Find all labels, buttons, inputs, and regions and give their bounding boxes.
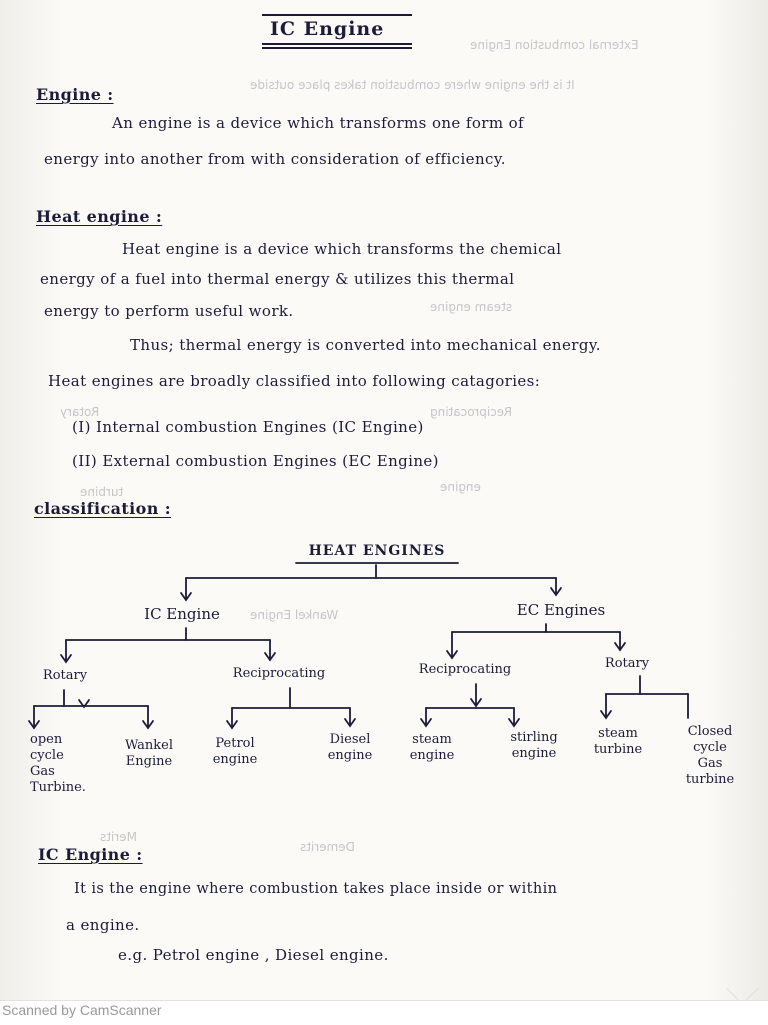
engine-definition-line-1: An engine is a device which transforms one form of — [112, 114, 525, 132]
heat-engine-line-2: energy of a fuel into thermal energy & utilizes this thermal — [40, 270, 515, 288]
tree-leaf-stirling-engine: stirling engine — [510, 730, 558, 761]
bleed-through-text: engine — [440, 480, 481, 494]
tree-leaf-wankel-engine: Wankel Engine — [124, 738, 174, 769]
heat-engine-category-2: (II) External combustion Engines (EC Engine) — [72, 452, 439, 470]
engine-heading: Engine : — [36, 85, 114, 104]
tree-node-ic-reciprocating: Reciprocating — [232, 666, 326, 681]
engine-definition-line-2: energy into another from with consideration of efficiency. — [44, 150, 506, 168]
bleed-through-text: Reciprocating — [430, 405, 512, 419]
tree-node-ec-engines: EC Engines — [516, 601, 606, 619]
heat-engine-line-1: Heat engine is a device which transforms the chemical — [122, 240, 562, 258]
bleed-through-text: Rotary — [60, 405, 100, 419]
tree-node-ec-reciprocating: Reciprocating — [418, 662, 512, 677]
tree-leaf-diesel-engine: Diesel engine — [327, 732, 373, 763]
bleed-through-text: steam engine — [430, 300, 513, 314]
heat-engine-line-4: Thus; thermal energy is converted into mechanical energy. — [130, 336, 601, 354]
scanner-footer — [0, 1000, 768, 1025]
tree-leaf-open-cycle-gas-turbine: open cycle Gas Turbine. — [30, 732, 86, 795]
ic-engine-line-1: It is the engine where combustion takes place inside or within — [74, 881, 558, 897]
tree-leaf-petrol-engine: Petrol engine — [212, 736, 258, 767]
bleed-through-text: turbine — [80, 485, 124, 499]
tree-root-heat-engines: HEAT ENGINES — [308, 543, 446, 559]
heat-engine-line-5: Heat engines are broadly classified into following catagories: — [48, 372, 541, 390]
heat-engine-category-1: (I) Internal combustion Engines (IC Engine) — [72, 418, 424, 436]
scanner-watermark: Scanned by CamScanner — [2, 1002, 162, 1018]
ic-engine-line-2: a engine. — [66, 916, 140, 934]
tree-leaf-steam-engine: steam engine — [409, 732, 455, 763]
ic-engine-example: e.g. Petrol engine , Diesel engine. — [118, 946, 389, 964]
classification-heading: classification : — [34, 499, 172, 518]
bleed-through-text: External combustion Engine — [470, 38, 639, 52]
bleed-through-text: Merits — [100, 830, 137, 844]
tree-leaf-steam-turbine: steam turbine — [593, 726, 643, 757]
page-title: IC Engine — [270, 18, 385, 40]
heat-engine-heading: Heat engine : — [36, 207, 163, 226]
ic-engine-heading: IC Engine : — [38, 845, 143, 864]
tree-node-ic-rotary: Rotary — [42, 668, 88, 683]
tree-node-ic-engine: IC Engine — [144, 605, 220, 623]
tree-leaf-closed-cycle-gas-turbine: Closed cycle Gas turbine — [685, 724, 735, 787]
bleed-through-text: It is the engine where combustion takes place outside — [250, 78, 575, 92]
tree-node-ec-rotary: Rotary — [604, 656, 650, 671]
bleed-through-text: Wankel Engine — [250, 608, 339, 622]
heat-engine-line-3: energy to perform useful work. — [44, 302, 294, 320]
bleed-through-text: Demerits — [300, 840, 355, 854]
